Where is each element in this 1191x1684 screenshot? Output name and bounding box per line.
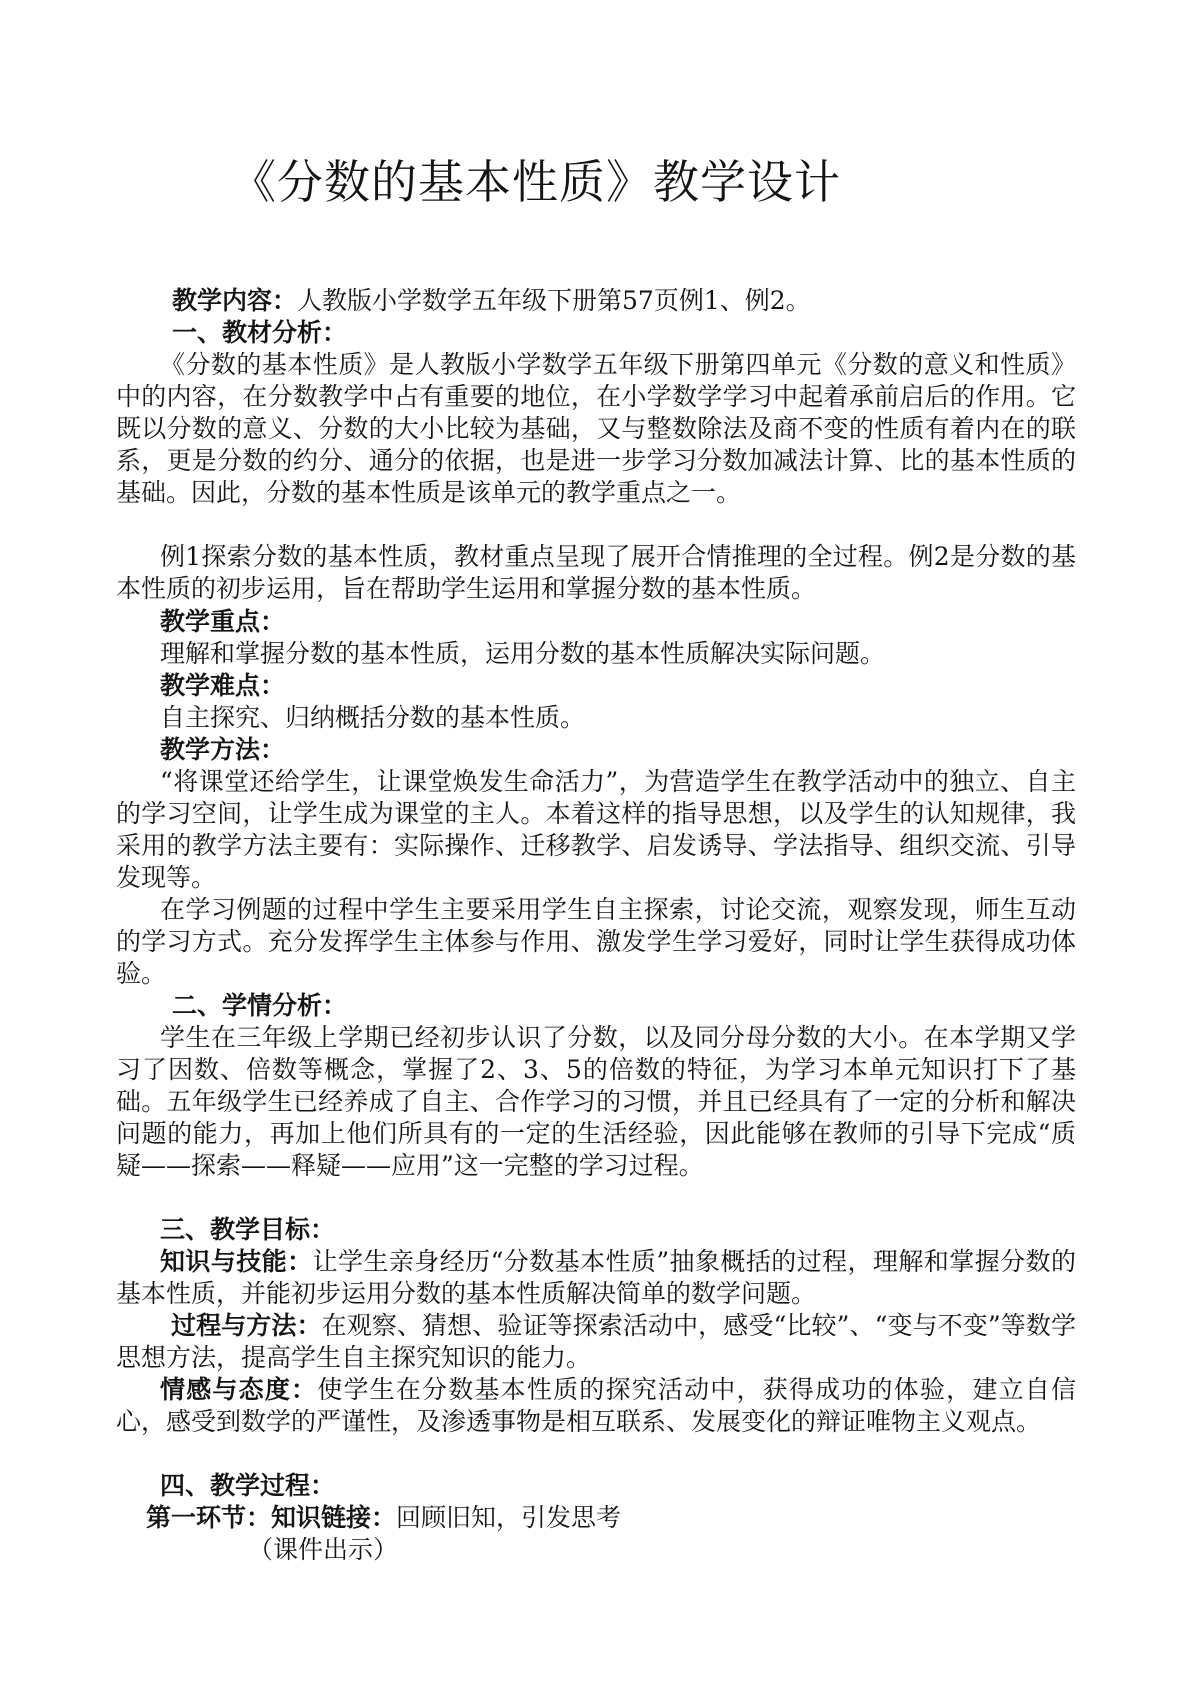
goal-emotion-label: 情感与态度： — [160, 1375, 318, 1404]
teaching-content-text: 人教版小学数学五年级下册第57页例1、例2。 — [297, 286, 811, 315]
goal-process-label: 过程与方法： — [171, 1311, 322, 1340]
step1-line — [146, 1502, 1106, 1534]
goal-emotion — [116, 1374, 1076, 1438]
difficulty-text: 自主探究、归纳概括分数的基本性质。 — [160, 703, 586, 732]
step1-text: 回顾旧知，引发思考 — [396, 1503, 622, 1532]
key-point-text: 理解和掌握分数的基本性质，运用分数的基本性质解决实际问题。 — [160, 639, 886, 668]
method-label: 教学方法： — [160, 735, 286, 764]
teaching-content-label: 教学内容： — [172, 286, 298, 315]
document-title: 《分数的基本性质》教学设计 — [230, 155, 841, 209]
section4-heading: 四、教学过程： — [160, 1471, 336, 1500]
section1-paragraph-2: 例1探索分数的基本性质，教材重点呈现了展开合情推理的全过程。例2是分数的基本性质的初步运用，旨在帮助学生运用和掌握分数的基本性质。 — [116, 542, 1076, 603]
teaching-content-line — [172, 285, 1132, 317]
goal-knowledge-label: 知识与技能： — [160, 1247, 313, 1276]
method-paragraph-2: 在学习例题的过程中学生主要采用学生自主探索，讨论交流，观察发现，师生互动的学习方式。充分发挥学生主体参与作用、激发学生学习爱好，同时让学生获得成功体验。 — [116, 895, 1076, 988]
goal-knowledge-text: 让学生亲身经历“分数基本性质”抽象概括的过程，理解和掌握分数的基本性质，并能初步运用分数的基本性质解决简单的数学问题。 — [116, 1247, 1076, 1308]
section1-paragraph-1: 《分数的基本性质》是人教版小学数学五年级下册第四单元《分数的意义和性质》中的内容，在分数教学中占有重要的地位，在小学数学学习中起着承前启后的作用。它既以分数的意义、分数的大小比较为基础，又与整数除法及商不变的性质有着内在的联系，更是分数的约分、通分的依据，也是进一步学习分数加减法计算、比的基本性质的基础。因此，分数的基本性质是该单元的教学重点之一。 — [116, 350, 1076, 507]
key-point-label: 教学重点： — [160, 607, 286, 636]
goal-process — [116, 1310, 1076, 1374]
step1-label: 第一环节：知识链接： — [146, 1503, 397, 1532]
section3-heading: 三、教学目标： — [160, 1215, 336, 1244]
goal-emotion-text: 使学生在分数基本性质的探究活动中，获得成功的体验，建立自信心，感受到数学的严谨性，及渗透事物是相互联系、发展变化的辩证唯物主义观点。 — [116, 1375, 1076, 1436]
section2-heading: 二、学情分析： — [172, 991, 348, 1020]
goal-knowledge — [116, 1246, 1076, 1310]
section2-paragraph: 学生在三年级上学期已经初步认识了分数，以及同分母分数的大小。在本学期又学习了因数、倍数等概念，掌握了2、3、5的倍数的特征，为学习本单元知识打下了基础。五年级学生已经养成了自主、合作学习的习惯，并且已经具有了一定的分析和解决问题的能力，再加上他们所具有的一定的生活经验，因此能够在教师的引导下完成“质疑——探索——释疑——应用”这一完整的学习过程。 — [116, 1023, 1076, 1180]
goal-process-text: 在观察、猜想、验证等探索活动中，感受“比较”、“变与不变”等数学思想方法，提高学生自主探究知识的能力。 — [116, 1311, 1076, 1372]
section1-heading: 一、教材分析： — [172, 318, 348, 347]
difficulty-label: 教学难点： — [160, 671, 286, 700]
courseware-note: （课件出示） — [248, 1535, 399, 1564]
method-paragraph-1: “将课堂还给学生，让课堂焕发生命活力”，为营造学生在教学活动中的独立、自主的学习空间，让学生成为课堂的主人。本着这样的指导思想，以及学生的认知规律，我采用的教学方法主要有：实际操作、迁移教学、启发诱导、学法指导、组织交流、引导发现等。 — [116, 767, 1076, 892]
